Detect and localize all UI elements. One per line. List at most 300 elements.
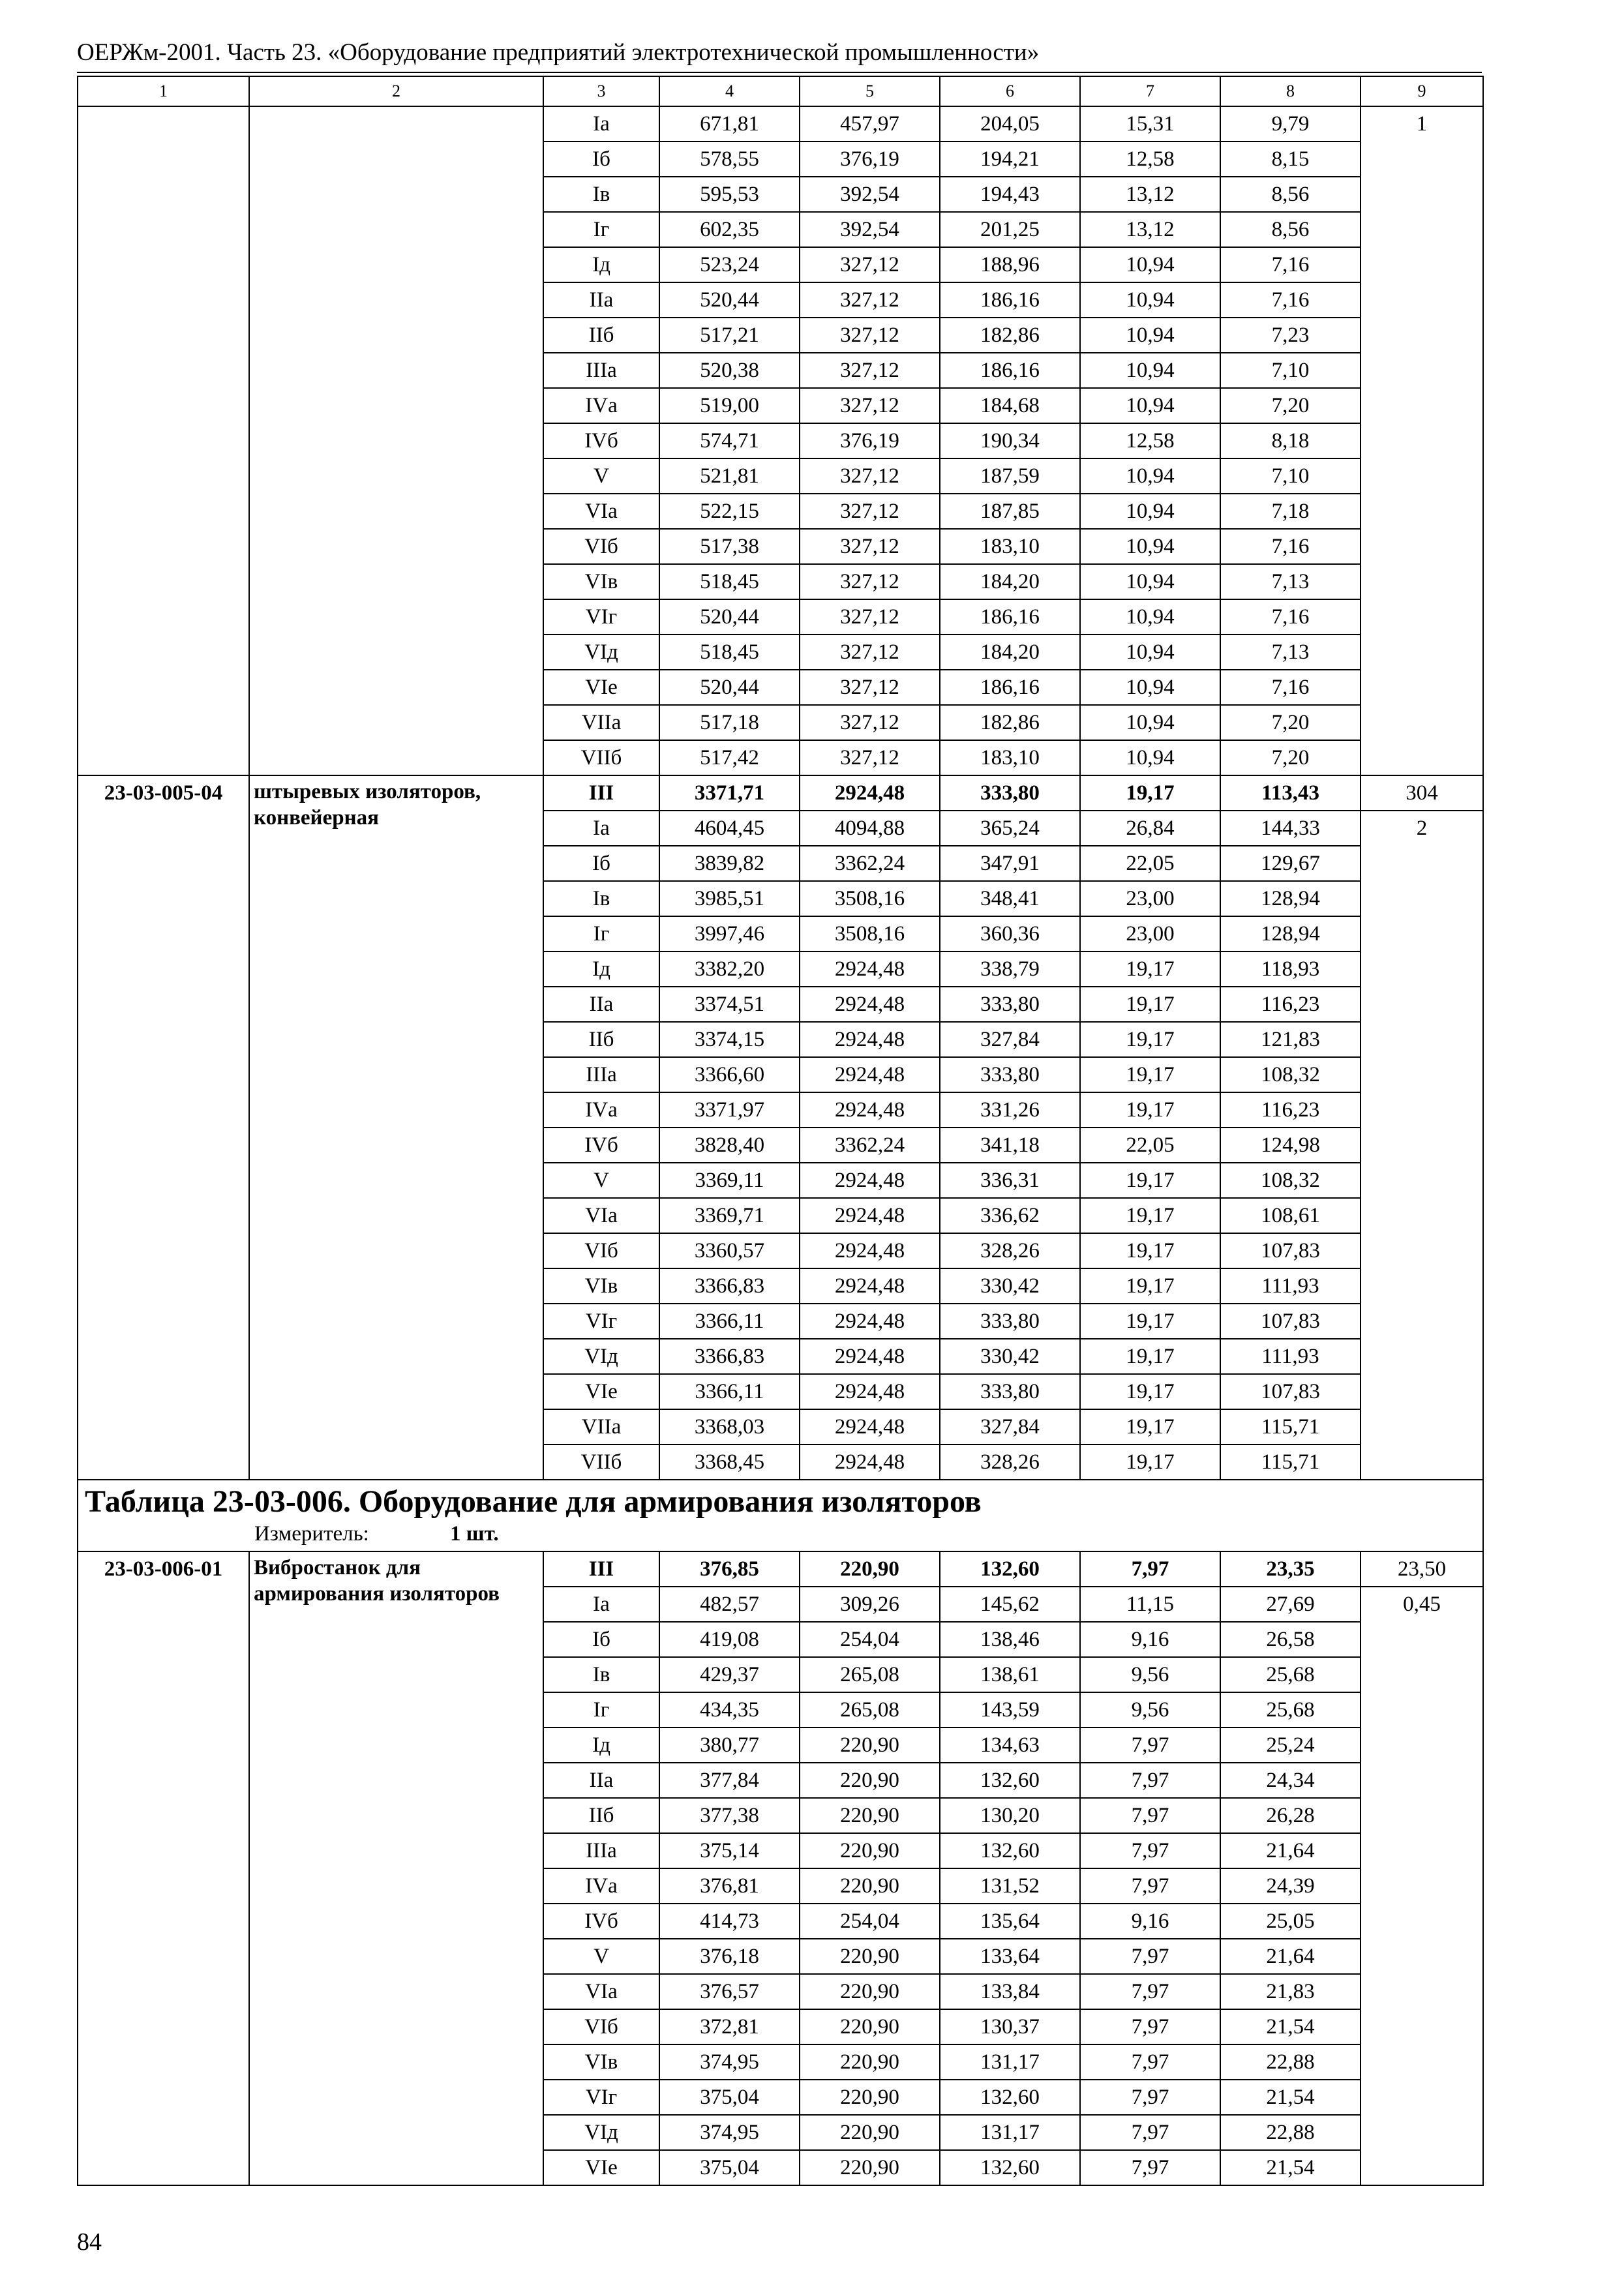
zone-cell: IVа: [543, 388, 659, 423]
total-cost-cell: 3366,83: [659, 1268, 800, 1304]
zone-cell: Iд: [543, 1728, 659, 1763]
zone-cell: Iв: [543, 1657, 659, 1692]
machinist-wages-cell: 7,97: [1080, 1763, 1220, 1798]
zone-cell: Iб: [543, 142, 659, 177]
machinist-wages-cell: 22,05: [1080, 1128, 1220, 1163]
total-cost-cell: 375,04: [659, 2080, 800, 2115]
wages-cell: 220,90: [800, 2044, 940, 2080]
materials-cell: 124,98: [1220, 1128, 1361, 1163]
materials-cell: 108,32: [1220, 1057, 1361, 1092]
zone-cell: IVа: [543, 1092, 659, 1128]
col-num: 5: [800, 76, 940, 106]
page-number: 84: [77, 2228, 102, 2256]
machines-cell: 333,80: [940, 1304, 1080, 1339]
code-cell: 23-03-005-04: [78, 775, 249, 1480]
col-num: 2: [249, 76, 543, 106]
machines-cell: 194,21: [940, 142, 1080, 177]
total-cost-cell: 3828,40: [659, 1128, 800, 1163]
machinist-wages-cell: 10,94: [1080, 705, 1220, 740]
machines-cell: 331,26: [940, 1092, 1080, 1128]
materials-cell: 7,20: [1220, 388, 1361, 423]
machinist-wages-cell: 19,17: [1080, 1339, 1220, 1374]
machinist-wages-cell: 10,94: [1080, 599, 1220, 635]
machinist-wages-cell: 23,00: [1080, 881, 1220, 916]
wages-cell: 392,54: [800, 177, 940, 212]
page-header: ОЕРЖм-2001. Часть 23. «Оборудование предприятий электротехнической промышленности»: [77, 39, 1040, 66]
machinist-wages-cell: 10,94: [1080, 635, 1220, 670]
materials-cell: 22,88: [1220, 2115, 1361, 2150]
machines-cell: 186,16: [940, 670, 1080, 705]
total-cost-cell: 3374,15: [659, 1022, 800, 1057]
zone-cell: IIб: [543, 318, 659, 353]
machines-cell: 333,80: [940, 1374, 1080, 1409]
name-cell: штыревых изоляторов, конвейерная: [249, 775, 543, 1480]
materials-cell: 8,15: [1220, 142, 1361, 177]
wages-cell: 3508,16: [800, 916, 940, 951]
machines-cell: 365,24: [940, 811, 1080, 846]
machinist-wages-cell: 10,94: [1080, 282, 1220, 318]
zone-cell: IVа: [543, 1868, 659, 1904]
wages-cell: 220,90: [800, 2009, 940, 2044]
materials-cell: 7,23: [1220, 318, 1361, 353]
total-cost-cell: 377,38: [659, 1798, 800, 1833]
machines-cell: 133,64: [940, 1939, 1080, 1974]
total-cost-cell: 517,42: [659, 740, 800, 775]
total-cost-cell: 520,38: [659, 353, 800, 388]
machines-cell: 330,42: [940, 1268, 1080, 1304]
wages-cell: 327,12: [800, 635, 940, 670]
machinist-wages-cell: 9,16: [1080, 1904, 1220, 1939]
materials-cell: 107,83: [1220, 1304, 1361, 1339]
zone-cell: VIв: [543, 564, 659, 599]
materials-cell: 113,43: [1220, 775, 1361, 811]
machinist-wages-cell: 7,97: [1080, 1833, 1220, 1868]
zone-cell: Iа: [543, 811, 659, 846]
zone-cell: VIе: [543, 1374, 659, 1409]
col-num: 4: [659, 76, 800, 106]
materials-cell: 115,71: [1220, 1409, 1361, 1444]
wages-cell: 2924,48: [800, 1374, 940, 1409]
materials-cell: 128,94: [1220, 881, 1361, 916]
materials-cell: 7,16: [1220, 282, 1361, 318]
rates-table: [77, 76, 1484, 2186]
total-cost-cell: 3839,82: [659, 846, 800, 881]
machines-cell: 328,26: [940, 1233, 1080, 1268]
total-cost-cell: 374,95: [659, 2044, 800, 2080]
materials-cell: 21,54: [1220, 2009, 1361, 2044]
machines-cell: 132,60: [940, 1833, 1080, 1868]
zone-cell: Iв: [543, 177, 659, 212]
machinist-wages-cell: 19,17: [1080, 1374, 1220, 1409]
zone-cell: VIб: [543, 2009, 659, 2044]
machinist-wages-cell: 23,00: [1080, 916, 1220, 951]
labor-cell: 1: [1361, 106, 1483, 775]
machinist-wages-cell: 19,17: [1080, 775, 1220, 811]
materials-cell: 108,61: [1220, 1198, 1361, 1233]
total-cost-cell: 376,81: [659, 1868, 800, 1904]
machinist-wages-cell: 10,94: [1080, 529, 1220, 564]
wages-cell: 327,12: [800, 599, 940, 635]
zone-cell: VIб: [543, 1233, 659, 1268]
machines-cell: 131,52: [940, 1868, 1080, 1904]
wages-cell: 2924,48: [800, 1304, 940, 1339]
materials-cell: 8,56: [1220, 177, 1361, 212]
total-cost-cell: 4604,45: [659, 811, 800, 846]
machines-cell: 183,10: [940, 740, 1080, 775]
wages-cell: 254,04: [800, 1904, 940, 1939]
wages-cell: 220,90: [800, 2115, 940, 2150]
machinist-wages-cell: 10,94: [1080, 458, 1220, 494]
wages-cell: 2924,48: [800, 1163, 940, 1198]
total-cost-cell: 3366,60: [659, 1057, 800, 1092]
wages-cell: 3362,24: [800, 1128, 940, 1163]
materials-cell: 7,10: [1220, 353, 1361, 388]
zone-cell: V: [543, 458, 659, 494]
wages-cell: 327,12: [800, 740, 940, 775]
zone-cell: VIа: [543, 1198, 659, 1233]
machinist-wages-cell: 19,17: [1080, 951, 1220, 987]
materials-cell: 108,32: [1220, 1163, 1361, 1198]
wages-cell: 327,12: [800, 318, 940, 353]
materials-cell: 129,67: [1220, 846, 1361, 881]
machinist-wages-cell: 7,97: [1080, 2150, 1220, 2185]
machines-cell: 184,20: [940, 564, 1080, 599]
machines-cell: 348,41: [940, 881, 1080, 916]
zone-cell: VIIа: [543, 1409, 659, 1444]
zone-cell: VIе: [543, 670, 659, 705]
zone-cell: VIд: [543, 2115, 659, 2150]
machines-cell: 333,80: [940, 775, 1080, 811]
materials-cell: 7,13: [1220, 564, 1361, 599]
materials-cell: 7,16: [1220, 247, 1361, 282]
materials-cell: 128,94: [1220, 916, 1361, 951]
machinist-wages-cell: 19,17: [1080, 1233, 1220, 1268]
materials-cell: 7,16: [1220, 599, 1361, 635]
total-cost-cell: 376,18: [659, 1939, 800, 1974]
total-cost-cell: 3366,11: [659, 1304, 800, 1339]
machines-cell: 338,79: [940, 951, 1080, 987]
wages-cell: 376,19: [800, 423, 940, 458]
wages-cell: 220,90: [800, 2150, 940, 2185]
machinist-wages-cell: 10,94: [1080, 353, 1220, 388]
machines-cell: 135,64: [940, 1904, 1080, 1939]
wages-cell: 3362,24: [800, 846, 940, 881]
machinist-wages-cell: 22,05: [1080, 846, 1220, 881]
machinist-wages-cell: 10,94: [1080, 740, 1220, 775]
wages-cell: 254,04: [800, 1622, 940, 1657]
machines-cell: 130,20: [940, 1798, 1080, 1833]
total-cost-cell: 434,35: [659, 1692, 800, 1728]
zone-cell: IIIа: [543, 1833, 659, 1868]
machinist-wages-cell: 26,84: [1080, 811, 1220, 846]
zone-cell: IIа: [543, 282, 659, 318]
zone-cell: VIIб: [543, 1444, 659, 1480]
zone-cell: IIб: [543, 1022, 659, 1057]
wages-cell: 327,12: [800, 353, 940, 388]
total-cost-cell: 3371,71: [659, 775, 800, 811]
machinist-wages-cell: 19,17: [1080, 1409, 1220, 1444]
machines-cell: 347,91: [940, 846, 1080, 881]
materials-cell: 24,34: [1220, 1763, 1361, 1798]
materials-cell: 118,93: [1220, 951, 1361, 987]
machines-cell: 336,31: [940, 1163, 1080, 1198]
coef-cell: 2: [1361, 811, 1483, 1480]
zone-cell: Iг: [543, 1692, 659, 1728]
machines-cell: 131,17: [940, 2044, 1080, 2080]
materials-cell: 7,13: [1220, 635, 1361, 670]
total-cost-cell: 3368,45: [659, 1444, 800, 1480]
total-cost-cell: 372,81: [659, 2009, 800, 2044]
machinist-wages-cell: 10,94: [1080, 388, 1220, 423]
zone-cell: VIг: [543, 1304, 659, 1339]
materials-cell: 25,68: [1220, 1692, 1361, 1728]
materials-cell: 9,79: [1220, 106, 1361, 142]
total-cost-cell: 375,04: [659, 2150, 800, 2185]
table-row-main: [78, 775, 1483, 811]
wages-cell: 2924,48: [800, 1339, 940, 1374]
total-cost-cell: 380,77: [659, 1728, 800, 1763]
total-cost-cell: 419,08: [659, 1622, 800, 1657]
header-rule: [77, 72, 1482, 73]
materials-cell: 25,68: [1220, 1657, 1361, 1692]
machinist-wages-cell: 19,17: [1080, 1022, 1220, 1057]
machinist-wages-cell: 13,12: [1080, 177, 1220, 212]
machinist-wages-cell: 11,15: [1080, 1587, 1220, 1622]
machinist-wages-cell: 9,56: [1080, 1657, 1220, 1692]
materials-cell: 27,69: [1220, 1587, 1361, 1622]
materials-cell: 21,54: [1220, 2080, 1361, 2115]
zone-cell: VIа: [543, 1974, 659, 2009]
zone-cell: VIв: [543, 1268, 659, 1304]
zone-cell: Iа: [543, 1587, 659, 1622]
materials-cell: 23,35: [1220, 1551, 1361, 1587]
materials-cell: 7,16: [1220, 670, 1361, 705]
machinist-wages-cell: 19,17: [1080, 1092, 1220, 1128]
wages-cell: 327,12: [800, 282, 940, 318]
machines-cell: 333,80: [940, 987, 1080, 1022]
machinist-wages-cell: 12,58: [1080, 142, 1220, 177]
wages-cell: 376,19: [800, 142, 940, 177]
machines-cell: 132,60: [940, 2080, 1080, 2115]
total-cost-cell: 3369,11: [659, 1163, 800, 1198]
zone-cell: IIIа: [543, 353, 659, 388]
machines-cell: 131,17: [940, 2115, 1080, 2150]
total-cost-cell: 520,44: [659, 670, 800, 705]
wages-cell: 2924,48: [800, 1409, 940, 1444]
wages-cell: 327,12: [800, 564, 940, 599]
col-num: 8: [1220, 76, 1361, 106]
total-cost-cell: 3374,51: [659, 987, 800, 1022]
wages-cell: 327,12: [800, 529, 940, 564]
materials-cell: 7,16: [1220, 529, 1361, 564]
total-cost-cell: 574,71: [659, 423, 800, 458]
total-cost-cell: 414,73: [659, 1904, 800, 1939]
materials-cell: 111,93: [1220, 1268, 1361, 1304]
materials-cell: 116,23: [1220, 1092, 1361, 1128]
materials-cell: 8,56: [1220, 212, 1361, 247]
materials-cell: 7,18: [1220, 494, 1361, 529]
materials-cell: 121,83: [1220, 1022, 1361, 1057]
coef-cell: 0,45: [1361, 1587, 1483, 2185]
wages-cell: 309,26: [800, 1587, 940, 1622]
wages-cell: 2924,48: [800, 1057, 940, 1092]
machines-cell: 182,86: [940, 705, 1080, 740]
total-cost-cell: 517,38: [659, 529, 800, 564]
wages-cell: 327,12: [800, 388, 940, 423]
materials-cell: 107,83: [1220, 1233, 1361, 1268]
total-cost-cell: 3360,57: [659, 1233, 800, 1268]
machinist-wages-cell: 7,97: [1080, 1939, 1220, 1974]
machinist-wages-cell: 7,97: [1080, 1551, 1220, 1587]
machines-cell: 138,46: [940, 1622, 1080, 1657]
code-cell: 23-03-006-01: [78, 1551, 249, 2185]
total-cost-cell: 522,15: [659, 494, 800, 529]
machinist-wages-cell: 7,97: [1080, 1798, 1220, 1833]
machines-cell: 187,85: [940, 494, 1080, 529]
zone-cell: VIIб: [543, 740, 659, 775]
table-row: [78, 106, 1483, 142]
materials-cell: 7,20: [1220, 705, 1361, 740]
zone-cell: Iа: [543, 106, 659, 142]
total-cost-cell: 518,45: [659, 564, 800, 599]
name-cell: [249, 106, 543, 775]
machines-cell: 190,34: [940, 423, 1080, 458]
wages-cell: 2924,48: [800, 987, 940, 1022]
wages-cell: 2924,48: [800, 951, 940, 987]
wages-cell: 2924,48: [800, 1444, 940, 1480]
machines-cell: 327,84: [940, 1022, 1080, 1057]
zone-cell: IVб: [543, 1904, 659, 1939]
wages-cell: 220,90: [800, 1798, 940, 1833]
zone-cell: VIг: [543, 2080, 659, 2115]
zone-cell: Iб: [543, 846, 659, 881]
machines-cell: 183,10: [940, 529, 1080, 564]
zone-cell: Iв: [543, 881, 659, 916]
zone-cell: V: [543, 1939, 659, 1974]
wages-cell: 2924,48: [800, 775, 940, 811]
materials-cell: 7,20: [1220, 740, 1361, 775]
materials-cell: 7,10: [1220, 458, 1361, 494]
wages-cell: 327,12: [800, 458, 940, 494]
total-cost-cell: 518,45: [659, 635, 800, 670]
name-cell: Вибростанок для армирования изоляторов: [249, 1551, 543, 2185]
machinist-wages-cell: 19,17: [1080, 1268, 1220, 1304]
machines-cell: 145,62: [940, 1587, 1080, 1622]
machinist-wages-cell: 12,58: [1080, 423, 1220, 458]
wages-cell: 2924,48: [800, 1268, 940, 1304]
total-cost-cell: 578,55: [659, 142, 800, 177]
machines-cell: 143,59: [940, 1692, 1080, 1728]
zone-cell: IVб: [543, 423, 659, 458]
wages-cell: 2924,48: [800, 1233, 940, 1268]
wages-cell: 327,12: [800, 494, 940, 529]
zone-cell: IIа: [543, 1763, 659, 1798]
zone-cell: VIе: [543, 2150, 659, 2185]
total-cost-cell: 521,81: [659, 458, 800, 494]
measure-value: 1 шт.: [450, 1522, 499, 1546]
total-cost-cell: 3382,20: [659, 951, 800, 987]
total-cost-cell: 375,14: [659, 1833, 800, 1868]
wages-cell: 220,90: [800, 1868, 940, 1904]
wages-cell: 220,90: [800, 1974, 940, 2009]
total-cost-cell: 376,85: [659, 1551, 800, 1587]
table-row-main: [78, 1551, 1483, 1587]
materials-cell: 25,05: [1220, 1904, 1361, 1939]
total-cost-cell: 602,35: [659, 212, 800, 247]
machines-cell: 187,59: [940, 458, 1080, 494]
zone-cell: Iг: [543, 916, 659, 951]
materials-cell: 26,58: [1220, 1622, 1361, 1657]
zone-cell: Iд: [543, 951, 659, 987]
machinist-wages-cell: 7,97: [1080, 2009, 1220, 2044]
zone-cell: Iд: [543, 247, 659, 282]
wages-cell: 2924,48: [800, 1092, 940, 1128]
machinist-wages-cell: 7,97: [1080, 2080, 1220, 2115]
total-cost-cell: 377,84: [659, 1763, 800, 1798]
machinist-wages-cell: 10,94: [1080, 318, 1220, 353]
wages-cell: 220,90: [800, 2080, 940, 2115]
machinist-wages-cell: 10,94: [1080, 564, 1220, 599]
machinist-wages-cell: 7,97: [1080, 1728, 1220, 1763]
machines-cell: 132,60: [940, 1551, 1080, 1587]
materials-cell: 25,24: [1220, 1728, 1361, 1763]
machines-cell: 184,20: [940, 635, 1080, 670]
materials-cell: 115,71: [1220, 1444, 1361, 1480]
machines-cell: 194,43: [940, 177, 1080, 212]
machines-cell: 132,60: [940, 2150, 1080, 2185]
wages-cell: 220,90: [800, 1551, 940, 1587]
col-num: 7: [1080, 76, 1220, 106]
measure-label: Измеритель:: [254, 1522, 369, 1546]
materials-cell: 107,83: [1220, 1374, 1361, 1409]
total-cost-cell: 3366,83: [659, 1339, 800, 1374]
machines-cell: 204,05: [940, 106, 1080, 142]
wages-cell: 220,90: [800, 1833, 940, 1868]
machines-cell: 186,16: [940, 599, 1080, 635]
machinist-wages-cell: 19,17: [1080, 1304, 1220, 1339]
zone-cell: VIIа: [543, 705, 659, 740]
machinist-wages-cell: 19,17: [1080, 1444, 1220, 1480]
section-cell: [78, 1480, 1483, 1551]
materials-cell: 24,39: [1220, 1868, 1361, 1904]
wages-cell: 2924,48: [800, 1022, 940, 1057]
wages-cell: 392,54: [800, 212, 940, 247]
machines-cell: 134,63: [940, 1728, 1080, 1763]
machinist-wages-cell: 7,97: [1080, 1868, 1220, 1904]
materials-cell: 21,54: [1220, 2150, 1361, 2185]
materials-cell: 116,23: [1220, 987, 1361, 1022]
wages-cell: 265,08: [800, 1692, 940, 1728]
machinist-wages-cell: 9,56: [1080, 1692, 1220, 1728]
machines-cell: 341,18: [940, 1128, 1080, 1163]
machinist-wages-cell: 7,97: [1080, 2115, 1220, 2150]
total-cost-cell: 376,57: [659, 1974, 800, 2009]
total-cost-cell: 3997,46: [659, 916, 800, 951]
machinist-wages-cell: 10,94: [1080, 494, 1220, 529]
wages-cell: 457,97: [800, 106, 940, 142]
total-cost-cell: 482,57: [659, 1587, 800, 1622]
machinist-wages-cell: 19,17: [1080, 1163, 1220, 1198]
zone-cell: IIб: [543, 1798, 659, 1833]
machines-cell: 201,25: [940, 212, 1080, 247]
zone-cell: VIв: [543, 2044, 659, 2080]
zone-cell: VIа: [543, 494, 659, 529]
zone-cell: IVб: [543, 1128, 659, 1163]
col-num: 1: [78, 76, 249, 106]
materials-cell: 26,28: [1220, 1798, 1361, 1833]
machines-cell: 130,37: [940, 2009, 1080, 2044]
materials-cell: 111,93: [1220, 1339, 1361, 1374]
